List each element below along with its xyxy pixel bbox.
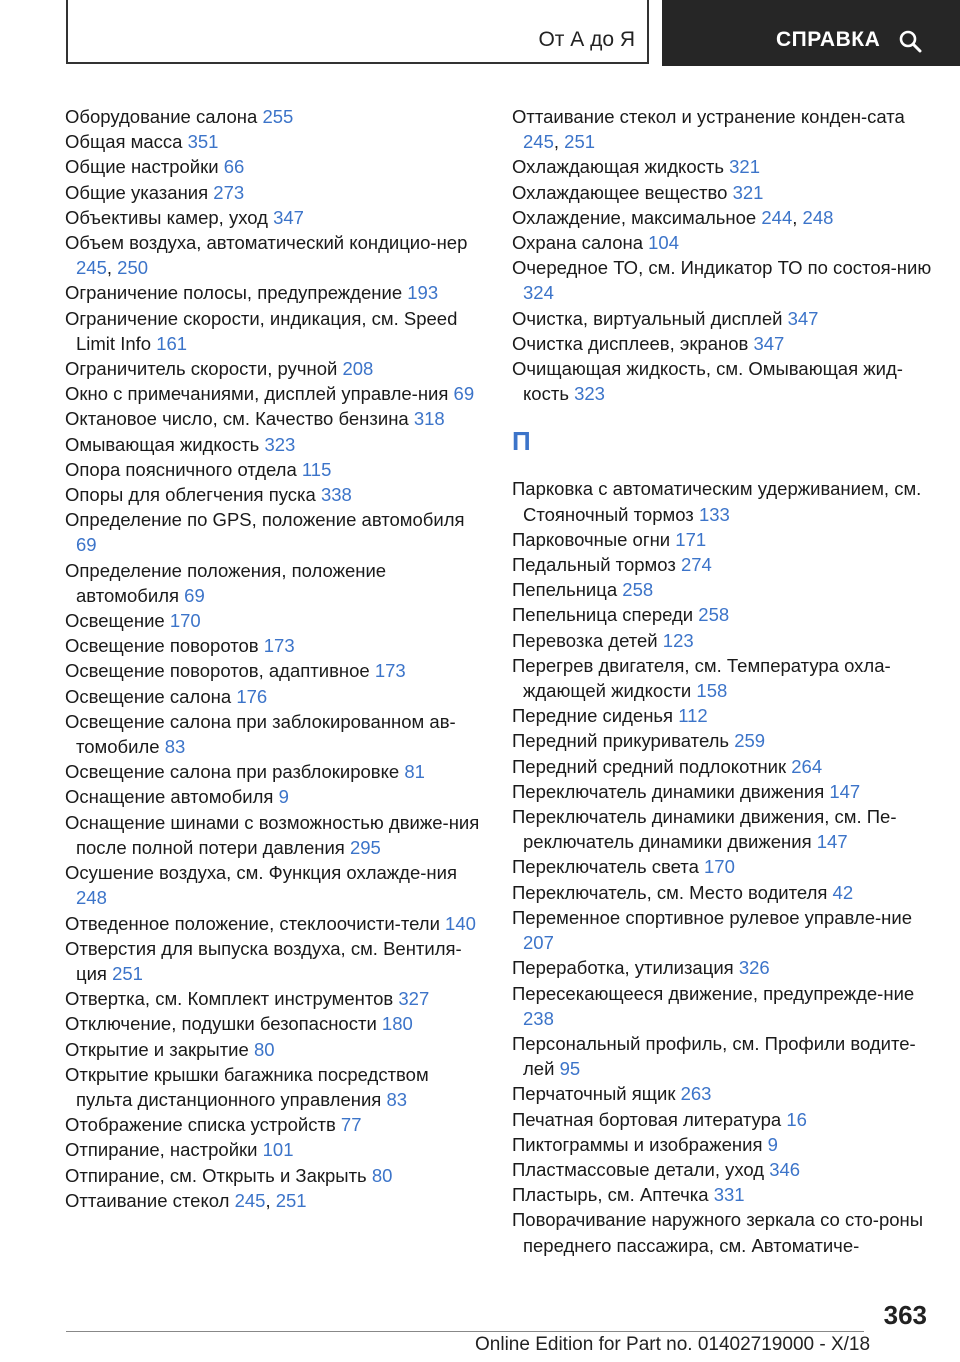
index-entry <box>65 658 480 683</box>
index-entry-text: Оснащение шинами с возможностью движе-ния после полной потери давления <box>65 811 480 858</box>
index-column-right <box>512 104 932 1258</box>
index-entry-text: Оттаивание стекол и устранение конден-сата <box>512 106 905 127</box>
page-link[interactable]: 69 <box>184 584 205 606</box>
index-entry <box>512 527 932 552</box>
index-entry-text: Общие настройки <box>65 156 219 178</box>
page-link[interactable]: 264 <box>791 755 823 777</box>
index-entry <box>512 1081 932 1106</box>
index-entry <box>65 1112 480 1137</box>
index-entry <box>512 602 932 627</box>
index-entry <box>65 482 480 507</box>
tab-a-to-z-label: От А до Я <box>538 28 635 51</box>
index-entry-text: Оттаивание стекол <box>65 1189 230 1211</box>
page-link[interactable]: 104 <box>648 232 680 254</box>
index-entry-text: Ограничитель скорости, ручной <box>65 358 338 380</box>
page-link[interactable]: 173 <box>263 635 295 657</box>
index-entry <box>512 754 932 779</box>
index-entry <box>512 306 932 331</box>
page-link[interactable]: 245 <box>234 1189 266 1211</box>
index-column-left <box>65 104 480 1213</box>
index-entry <box>65 356 480 381</box>
page-link[interactable]: 338 <box>320 484 352 506</box>
index-entry <box>65 457 480 482</box>
index-entry <box>512 728 932 753</box>
index-entry <box>65 1137 480 1162</box>
index-entry <box>65 205 480 230</box>
index-entry <box>512 628 932 653</box>
index-entry <box>512 1207 932 1257</box>
index-entry-text: Освещение <box>65 610 165 632</box>
page-link[interactable]: 248 <box>802 206 834 228</box>
index-entry-text: Педальный тормоз <box>512 554 676 576</box>
index-entry <box>512 1157 932 1182</box>
index-entry: Оттаивание стекол и устранение конден-сата 245, 251 <box>512 106 905 153</box>
section-letter: П <box>512 426 531 457</box>
page-header <box>0 0 960 66</box>
index-entry <box>512 905 932 955</box>
index-entry-text: Печатная бортовая литература <box>512 1108 782 1130</box>
index-entry-text: Персональный профиль, см. Профили водите-лей <box>512 1032 916 1080</box>
page-link[interactable]: 295 <box>349 836 381 858</box>
page-link[interactable]: 83 <box>164 736 186 758</box>
page-link[interactable]: 327 <box>398 988 430 1010</box>
index-entry-text: Отпирание, см. Открыть и Закрыть <box>65 1164 367 1186</box>
index-entry-text: Передние сиденья <box>512 705 674 727</box>
index-entry <box>65 986 480 1011</box>
index-entry-text: Освещение салона при заблокированном ав-томобиле <box>65 710 456 758</box>
page-link[interactable]: 258 <box>698 604 730 626</box>
index-entry <box>65 860 480 910</box>
page-link[interactable]: 80 <box>253 1038 275 1060</box>
index-entry-text: Пластмассовые детали, уход <box>512 1158 765 1180</box>
index-entry-text: Охлаждающее вещество <box>512 181 728 203</box>
index-entry-text: Отведенное положение, стеклоочисти-тели <box>65 912 440 934</box>
index-entry <box>512 230 932 255</box>
page-link[interactable]: 80 <box>371 1164 393 1186</box>
page-link[interactable]: 238 <box>523 1007 554 1029</box>
index-entry <box>512 356 932 406</box>
index-entry-text: Пиктограммы и изображения <box>512 1133 763 1155</box>
index-entry-text: Очередное ТО, см. Индикатор ТО по состоя-нию <box>512 257 932 279</box>
tab-a-to-z[interactable] <box>66 0 649 64</box>
index-entry <box>65 280 480 305</box>
index-entry <box>512 1182 932 1207</box>
page-link[interactable]: 69 <box>76 534 97 556</box>
page-link[interactable]: 140 <box>445 912 476 934</box>
index-entry-text: Переключатель, см. Место водителя <box>512 881 828 903</box>
index-entry <box>65 558 480 608</box>
index-entry-text: Общие указания <box>65 181 209 203</box>
page-link[interactable]: 318 <box>413 408 445 430</box>
index-entry-text: Определение по GPS, положение автомобиля <box>65 509 465 531</box>
index-entry <box>65 633 480 658</box>
page-link[interactable]: 323 <box>264 433 296 455</box>
index-entry <box>65 406 480 431</box>
index-entry <box>65 381 480 406</box>
index-entry-text: Открытие и закрытие <box>65 1038 249 1060</box>
index-entry <box>512 981 932 1031</box>
page-link[interactable]: 324 <box>523 282 554 304</box>
index-entry <box>65 810 480 860</box>
index-entry-text: Окно с примечаниями, дисплей управле-ния <box>65 383 449 405</box>
page-link[interactable]: 101 <box>262 1139 294 1161</box>
page-link[interactable]: 347 <box>787 307 819 329</box>
page-link[interactable]: 158 <box>696 680 728 702</box>
page-link[interactable]: 42 <box>832 881 854 903</box>
page-link[interactable]: 173 <box>374 660 406 682</box>
index-entry <box>65 911 480 936</box>
index-entry <box>512 779 932 804</box>
page-link[interactable]: 251 <box>275 1189 307 1211</box>
index-entry-text: Пластырь, см. Аптечка <box>512 1184 709 1206</box>
index-entry-text: Очистка дисплеев, экранов <box>512 332 749 354</box>
index-entry-text: Отвертка, см. Комплект инструментов <box>65 988 394 1010</box>
index-entry-text: Открытие крышки багажника посредством пульта дистанционного управления <box>65 1063 429 1110</box>
index-entry-text: Поворачивание наружного зеркала со сто-роны переднего пассажира, см. Автоматиче- <box>512 1209 924 1256</box>
index-entry <box>65 759 480 784</box>
page-link[interactable]: 347 <box>753 332 785 354</box>
index-entry <box>512 804 932 854</box>
page-link[interactable]: 83 <box>386 1088 408 1110</box>
index-entry-text: Перевозка детей <box>512 629 658 651</box>
page-link[interactable]: 16 <box>786 1108 807 1130</box>
tab-reference-label: СПРАВКА <box>776 28 881 51</box>
index-entry-text: Опора поясничного отдела <box>65 458 297 480</box>
index-entry: Охлаждение, максимальное 244, 248 <box>512 206 834 228</box>
index-entry-text: Отключение, подушки безопасности <box>65 1013 377 1035</box>
index-entry-text: Опоры для облегчения пуска <box>65 484 316 506</box>
index-entry-text: Определение положения, положение автомобиля <box>65 559 387 606</box>
page-link[interactable]: 147 <box>829 780 861 802</box>
page-link[interactable]: 263 <box>680 1083 712 1105</box>
page-link[interactable]: 180 <box>381 1013 413 1035</box>
page-number: 363 <box>883 1300 927 1330</box>
page-link[interactable]: 245 <box>76 257 107 279</box>
index-entry-text: Отверстия для выпуска воздуха, см. Вентиля-ция <box>65 937 462 984</box>
index-entry-text: Переключатель динамики движения, см. Пе-реключатель динамики движения <box>512 806 897 853</box>
index-entry <box>512 1031 932 1081</box>
index-entry <box>65 1163 480 1188</box>
index-entry-text: Осушение воздуха, см. Функция охлажде-ния <box>65 862 457 884</box>
page-link[interactable]: 245 <box>523 131 554 153</box>
page-link[interactable]: 112 <box>678 705 708 727</box>
page-link[interactable]: 208 <box>342 358 374 380</box>
index-entry <box>512 955 932 980</box>
page-link[interactable]: 326 <box>738 957 770 979</box>
index-entry-text: Переключатель динамики движения <box>512 780 825 802</box>
page-link[interactable]: 9 <box>767 1133 778 1155</box>
index-entry <box>65 608 480 633</box>
index-entry <box>512 577 932 602</box>
index-entry-text: Переключатель света <box>512 856 699 878</box>
page-link[interactable]: 77 <box>340 1114 362 1136</box>
index-entry-text: Объективы камер, уход <box>65 206 268 228</box>
index-entry <box>512 1132 932 1157</box>
index-entry <box>65 129 480 154</box>
index-entry-text: Охлаждение, максимальное <box>512 206 757 228</box>
page-link[interactable]: 251 <box>564 131 596 153</box>
index-entry-text: Освещение салона при разблокировке <box>65 761 400 783</box>
index-group-o-continued <box>512 104 932 406</box>
index-entry-text: Освещение поворотов, адаптивное <box>65 660 370 682</box>
index-entry-text: Передний прикуриватель <box>512 730 730 752</box>
page-link[interactable]: 171 <box>675 528 707 550</box>
index-entry-text: Переработка, утилизация <box>512 957 734 979</box>
page-link[interactable]: 69 <box>453 383 475 405</box>
page-link[interactable]: 346 <box>769 1158 801 1180</box>
page-link[interactable]: 323 <box>574 383 605 405</box>
index-entry-text: Освещение салона <box>65 685 232 707</box>
index-entry <box>65 180 480 205</box>
index-entry-text: Октановое число, см. Качество бензина <box>65 408 409 430</box>
index-entry-text: Охлаждающая жидкость <box>512 156 724 178</box>
index-entry-text: Пепельница <box>512 579 618 601</box>
index-entry <box>65 306 480 356</box>
page-link[interactable]: 95 <box>559 1058 581 1080</box>
page-link[interactable]: 251 <box>112 962 143 984</box>
page-link[interactable]: 207 <box>523 932 554 954</box>
page-link[interactable]: 351 <box>187 131 219 153</box>
index-entry-text: Охрана салона <box>512 232 643 254</box>
tab-reference[interactable] <box>662 0 960 66</box>
index-entry <box>65 507 480 557</box>
index-entry-text: Омывающая жидкость <box>65 433 260 455</box>
index-entry-text: Переменное спортивное рулевое управле-ние <box>512 906 913 928</box>
index-entry-text: Оборудование салона <box>65 106 258 127</box>
page-link[interactable]: 347 <box>273 206 304 228</box>
search-icon <box>898 29 922 53</box>
index-entry <box>512 854 932 879</box>
page-link[interactable]: 66 <box>223 156 245 178</box>
index-entry <box>512 180 932 205</box>
index-entry <box>65 936 480 986</box>
index-entry <box>65 709 480 759</box>
index-entry <box>65 784 480 809</box>
index-entry-text: Отображение списка устройств <box>65 1114 336 1136</box>
page-link[interactable]: 258 <box>622 579 654 601</box>
page-link[interactable]: 170 <box>169 610 201 632</box>
index-entry <box>65 1037 480 1062</box>
page-link[interactable]: 259 <box>734 730 766 752</box>
index-entry-text: Отпирание, настройки <box>65 1139 258 1161</box>
index-entry-text: Объем воздуха, автоматический кондицио-нер <box>65 232 468 254</box>
index-entry <box>512 653 932 703</box>
index-entry-text: Освещение поворотов <box>65 635 259 657</box>
index-entry-text: Пересекающееся движение, предупрежде-ние <box>512 982 915 1004</box>
index-entry <box>512 476 932 526</box>
index-entry <box>512 880 932 905</box>
index-entry: Оттаивание стекол 245, 251 <box>65 1189 307 1211</box>
footer-divider <box>66 1331 864 1332</box>
index-entry-text: Очистка, виртуальный дисплей <box>512 307 783 329</box>
page-link[interactable]: 274 <box>680 554 712 576</box>
page-link[interactable]: 123 <box>662 629 694 651</box>
index-entry: Объем воздуха, автоматический кондицио-нер 245, 250 <box>65 232 468 279</box>
index-entry-text: Ограничение скорости, индикация, см. Speed Limit Info <box>65 307 458 354</box>
page-link[interactable]: 321 <box>729 156 760 178</box>
page-link[interactable]: 273 <box>213 181 245 203</box>
index-entry <box>512 331 932 356</box>
index-entry-text: Парковочные огни <box>512 528 671 550</box>
page-link[interactable]: 9 <box>278 786 289 808</box>
page-link[interactable]: 321 <box>732 181 764 203</box>
index-entry-text: Перегрев двигателя, см. Температура охла-ждающей жидкости <box>512 654 891 702</box>
page-link[interactable]: 331 <box>713 1184 745 1206</box>
index-entry <box>65 1011 480 1036</box>
page-link[interactable]: 250 <box>117 257 149 279</box>
index-entry <box>65 104 480 129</box>
index-entry <box>512 552 932 577</box>
index-entry-text: Общая масса <box>65 131 183 153</box>
index-entry-text: Передний средний подлокотник <box>512 755 787 777</box>
page-link[interactable]: 176 <box>236 685 268 707</box>
page-link[interactable]: 147 <box>816 831 848 853</box>
page-link[interactable]: 170 <box>704 856 735 878</box>
index-entry <box>65 154 480 179</box>
page-link[interactable]: 255 <box>262 106 294 127</box>
page-link[interactable]: 161 <box>156 332 188 354</box>
index-entry-text: Очищающая жидкость, см. Омывающая жид-кость <box>512 358 903 405</box>
page-link[interactable]: 193 <box>407 282 439 304</box>
index-entry <box>65 432 480 457</box>
index-entry-text: Парковка с автоматическим удерживанием, см. Стояночный тормоз <box>512 478 922 525</box>
index-entry-text: Оснащение автомобиля <box>65 786 274 808</box>
page-link[interactable]: 81 <box>404 761 425 783</box>
index-entry <box>65 684 480 709</box>
index-group-p <box>512 476 932 1257</box>
index-entry <box>512 154 932 179</box>
index-entry <box>65 1062 480 1112</box>
page-link[interactable]: 115 <box>301 458 332 480</box>
index-entry-text: Пепельница спереди <box>512 604 694 626</box>
page-link[interactable]: 244 <box>761 206 793 228</box>
index-entry-text: Ограничение полосы, предупреждение <box>65 282 403 304</box>
page-link[interactable]: 248 <box>76 887 107 909</box>
index-entry <box>512 1107 932 1132</box>
index-entry <box>512 703 932 728</box>
index-entry <box>512 255 932 305</box>
index-entry-text: Перчаточный ящик <box>512 1083 676 1105</box>
footer-edition: Online Edition for Part no. 01402719000 - X/18 <box>475 1334 871 1355</box>
page-link[interactable]: 133 <box>698 503 730 525</box>
